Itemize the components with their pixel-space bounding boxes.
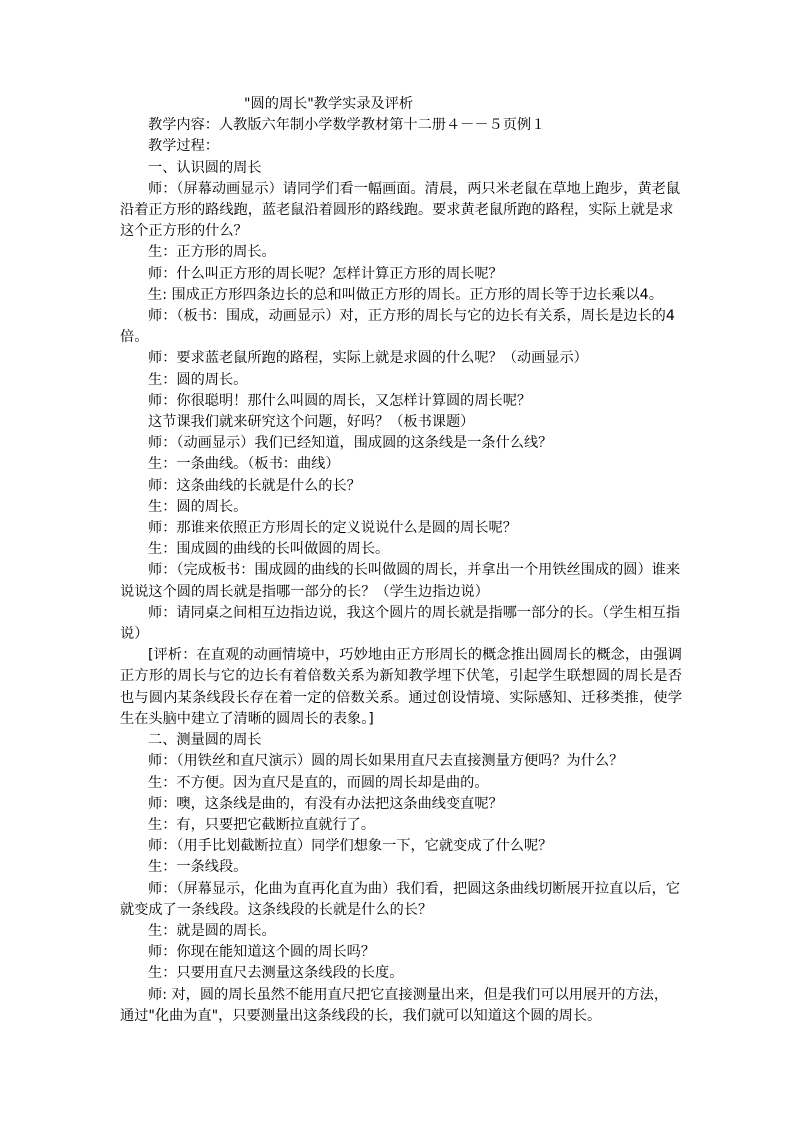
dialogue-paragraph: 师：（屏幕显示，化曲为直再化直为曲）我们看，把圆这条曲线切断展开拉直以后，它就变成了一条线段。这条线段的长就是什么的长？ xyxy=(120,880,681,918)
dialogue-paragraph: 生：围成圆的曲线的长叫做圆的周长。 xyxy=(148,541,390,558)
document-body xyxy=(120,94,682,1027)
dialogue-paragraph: 师：（用铁丝和直尺演示）圆的周长如果用直尺去直接测量方便吗？为什么？ xyxy=(148,753,624,770)
dialogue-paragraph: 师：这条曲线的长就是什么的长？ xyxy=(148,477,361,494)
dialogue-paragraph: 生：不方便。因为直尺是直的，而圆的周长却是曲的。 xyxy=(148,774,489,791)
dialogue-paragraph: 生：正方形的周长。 xyxy=(148,244,276,261)
dialogue-paragraph: 生：有，只要把它截断拉直就行了。 xyxy=(148,816,376,833)
dialogue-paragraph: 师: 对，圆的周长虽然不能用直尺把它直接测量出来，但是我们可以用展开的方法，通过"化曲为直"，只要测量出这条线段的长，我们就可以知道这个圆的周长。 xyxy=(120,986,669,1024)
dialogue-paragraph: 师：你现在能知道这个圆的周长吗？ xyxy=(148,944,376,961)
dialogue-paragraph: 生：就是圆的周长。 xyxy=(148,922,276,939)
review-paragraph: [评析：在直观的动画情境中，巧妙地由正方形周长的概念推出圆周长的概念，由强调正方形的周长与它的边长有着倍数关系为新知教学埋下伏笔，引起学生联想圆的周长是否也与圆内某条线段长存在着一定的倍数关系。通过创设情境、实际感知、迁移类推，使学生在头脑中建立了清晰的圆周长的表象。] xyxy=(120,647,682,727)
dialogue-paragraph: 师：（屏幕动画显示）请同学们看一幅画面。清晨，两只米老鼠在草地上跑步，黄老鼠沿着正方形的路线跑，蓝老鼠沿着圆形的路线跑。要求黄老鼠所跑的路程，实际上就是求这个正方形的什么？ xyxy=(120,180,681,240)
dialogue-paragraph: 这节课我们就来研究这个问题，好吗？（板书课题） xyxy=(148,414,475,431)
dialogue-paragraph: 师：（完成板书：围成圆的曲线的长叫做圆的周长，并拿出一个用铁丝围成的圆）谁来说说这个圆的周长就是指哪一部分的长？（学生边指边说） xyxy=(120,562,681,600)
dialogue-paragraph: 生：一条曲线。（板书：曲线） xyxy=(148,456,340,473)
dialogue-paragraph: 师：什么叫正方形的周长呢？怎样计算正方形的周长呢？ xyxy=(148,265,503,282)
dialogue-paragraph: 师：（用手比划截断拉直）同学们想象一下，它就变成了什么呢？ xyxy=(148,838,553,855)
dialogue-paragraph: 生：圆的周长。 xyxy=(148,498,248,515)
dialogue-paragraph: 师：请同桌之间相互边指边说，我这个圆片的周长就是指哪一部分的长。（学生相互指说） xyxy=(120,604,681,643)
dialogue-paragraph: 生：只要用直尺去测量这条线段的长度。 xyxy=(148,965,404,982)
dialogue-paragraph: 师：你很聪明！那什么叫圆的周长，又怎样计算圆的周长呢？ xyxy=(148,392,532,409)
dialogue-paragraph: 师：（动画显示）我们已经知道，围成圆的这条线是一条什么线？ xyxy=(148,435,553,452)
dialogue-paragraph: 师：那谁来依照正方形周长的定义说说什么是圆的周长呢？ xyxy=(148,520,517,537)
dialogue-paragraph: 生: 围成正方形四条边长的总和叫做正方形的周长。正方形的周长等于边长乘以4。 xyxy=(148,286,663,303)
dialogue-paragraph: 生：一条线段。 xyxy=(148,859,248,876)
dialogue-paragraph: 师：要求蓝老鼠所跑的路程，实际上就是求圆的什么呢？（动画显示） xyxy=(148,350,588,367)
document-title: "圆的周长"教学实录及评析 xyxy=(244,96,414,112)
section-heading-2: 二、测量圆的周长 xyxy=(148,732,262,749)
paragraph-teaching-content: 教学内容：人教版六年制小学数学教材第十二册４－－５页例１ xyxy=(148,117,546,134)
dialogue-paragraph: 生：圆的周长。 xyxy=(148,371,248,388)
dialogue-paragraph: 师：噢，这条线是曲的，有没有办法把这条曲线变直呢？ xyxy=(148,795,503,812)
dialogue-paragraph: 师：（板书：围成，动画显示）对，正方形的周长与它的边长有关系，周长是边长的4倍。 xyxy=(120,308,675,346)
paragraph-teaching-process: 教学过程： xyxy=(148,138,219,155)
section-heading-1: 一、认识圆的周长 xyxy=(148,159,262,176)
